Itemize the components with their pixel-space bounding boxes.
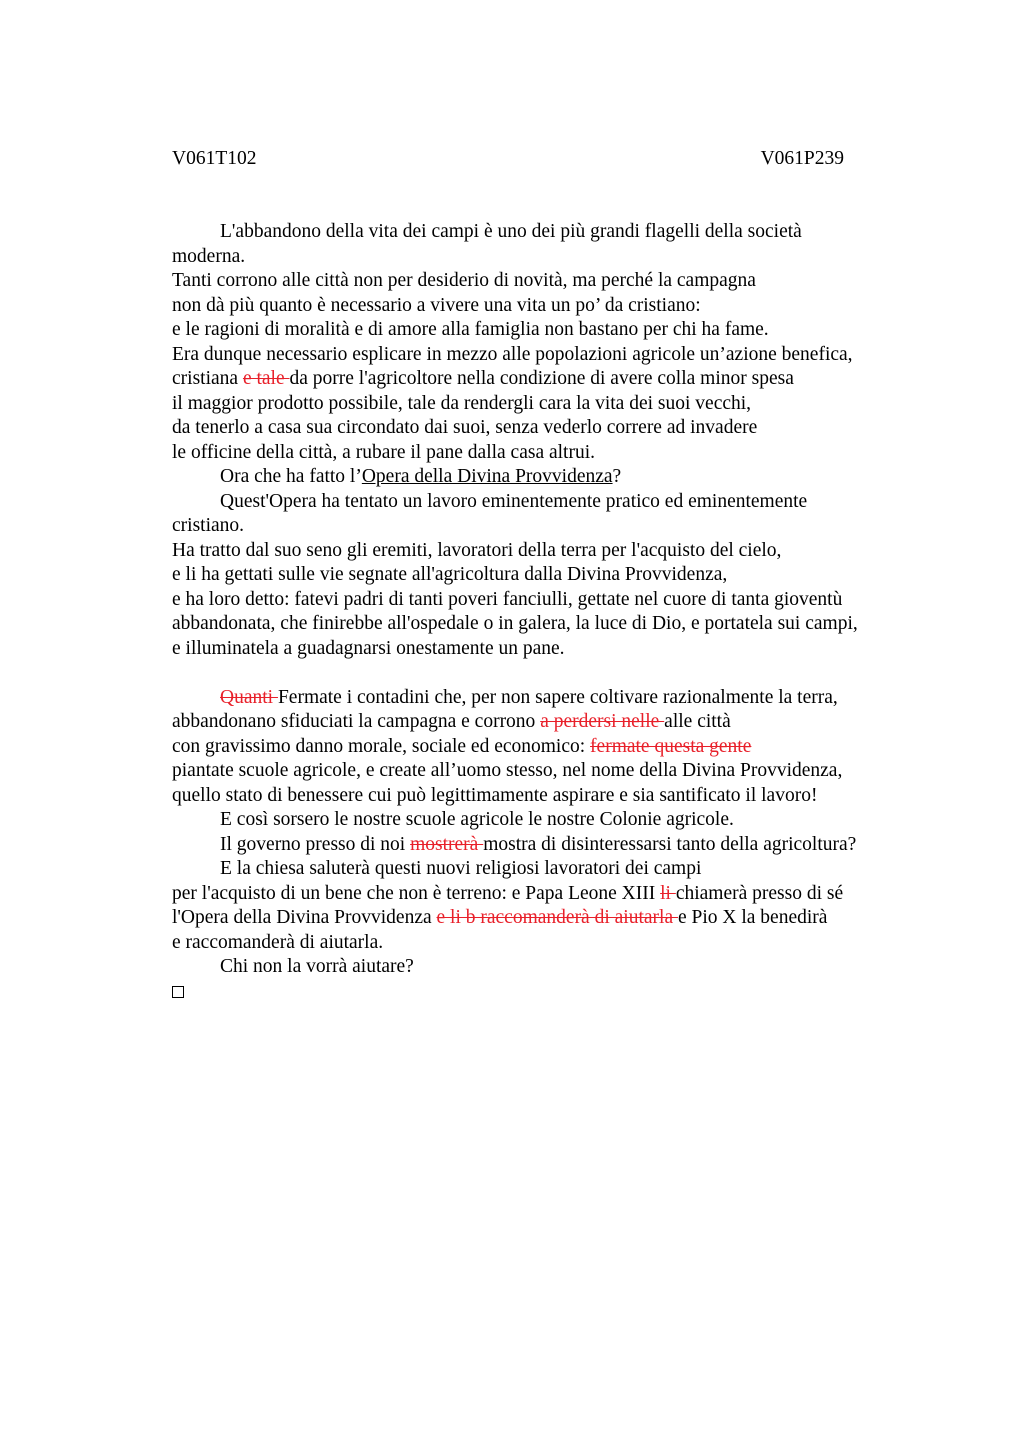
text-line [172,686,912,711]
deleted-text: mostrerà [410,833,484,855]
text-segment: mostra di disinteressarsi tanto della agricoltura? [483,833,857,855]
text-line: E così sorsero le nostre scuole agricole le nostre Colonie agricole. [220,809,734,830]
deleted-text: fermate questa gente [590,735,752,757]
text-line: Era dunque necessario esplicare in mezzo alle popolazioni agricole un’azione benefica, [172,343,853,365]
text-line [172,906,912,931]
text-line: moderna. [172,245,246,267]
text-line: quello stato di benessere cui può legittimamente aspirare e sia santificato il lavoro! [172,784,818,806]
text-segment: cristiana [172,368,243,389]
deleted-text: Quanti [220,686,278,708]
text-line: Quest'Opera ha tentato un lavoro eminentemente pratico ed eminentemente [220,490,808,512]
text-line: e le ragioni di moralità e di amore alla famiglia non bastano per chi ha fame. [172,319,769,340]
document-body [172,220,912,1004]
text-line: piantate scuole agricole, e create all’uomo stesso, nel nome della Divina Provvidenza, [172,760,843,781]
deleted-text: li [660,882,676,904]
text-line: e ha loro detto: fatevi padri di tanti poveri fanciulli, gettate nel cuore di tanta gioventù [172,588,843,610]
text-line: L'abbandono della vita dei campi è uno dei più grandi flagelli della società [220,221,802,242]
text-line [172,465,912,490]
text-segment: per l'acquisto di un bene che non è terreno: e Papa Leone XIII [172,882,661,904]
blank-line [172,661,912,686]
deleted-text: a perdersi nelle [540,711,665,732]
text-line: abbandonata, che finirebbe all'ospedale o in galera, la luce di Dio, e portatela sui campi, [172,613,858,634]
text-line: E la chiesa saluterà questi nuovi religiosi lavoratori dei campi [220,858,702,879]
deleted-text: e li b raccomanderà di aiutarla [436,907,678,928]
text-segment: Fermate i contadini che, per non sapere coltivare razionalmente la terra, [277,686,838,708]
text-line [172,735,912,760]
text-line [172,882,912,907]
text-line: cristiano. [172,515,245,536]
document-code-right: V061P239 [760,148,844,169]
checkbox-square-icon [172,986,184,998]
text-line [172,833,912,858]
text-segment: e Pio X la benedirà [677,907,828,928]
end-marker-line [172,980,912,1005]
deleted-text: e tale [242,368,290,389]
text-line: il maggior prodotto possibile, tale da rendergli cara la vita dei suoi vecchi, [172,392,752,414]
text-segment: chiamerà presso di sé [675,882,844,904]
text-segment: da porre l'agricoltore nella condizione di avere colla minor spesa [289,368,794,389]
text-segment: l'Opera della Divina Provvidenza [172,907,437,928]
document-code-left: V061T102 [172,148,257,169]
text-line: Ha tratto dal suo seno gli eremiti, lavoratori della terra per l'acquisto del cielo, [172,539,782,561]
underlined-title: Opera della Divina Provvidenza [361,466,613,487]
text-segment: Ora che ha fatto l’ [220,466,362,487]
text-line: e illuminatela a guadagnarsi onestamente un pane. [172,637,565,659]
text-line: Tanti corrono alle città non per desiderio di novità, ma perché la campagna [172,270,756,291]
text-line: Chi non la vorrà aiutare? [220,956,414,977]
text-line: da tenerlo a casa sua circondato dai suoi, senza vederlo correre ad invadere [172,417,758,438]
text-line: le officine della città, a rubare il pane dalla casa altrui. [172,441,596,463]
text-line [172,710,912,735]
text-segment: Il governo presso di noi [220,833,411,855]
text-segment: abbandonano sfiduciati la campagna e corrono [172,711,541,732]
page-header [172,146,844,172]
text-line [172,367,912,392]
text-segment: alle città [664,711,731,732]
text-segment: ? [612,466,622,487]
text-line: non dà più quanto è necessario a vivere una vita un po’ da cristiano: [172,294,701,316]
text-line: e raccomanderà di aiutarla. [172,931,384,953]
text-segment: con gravissimo danno morale, sociale ed economico: [172,735,591,757]
text-line: e li ha gettati sulle vie segnate all'agricoltura dalla Divina Provvidenza, [172,564,728,585]
